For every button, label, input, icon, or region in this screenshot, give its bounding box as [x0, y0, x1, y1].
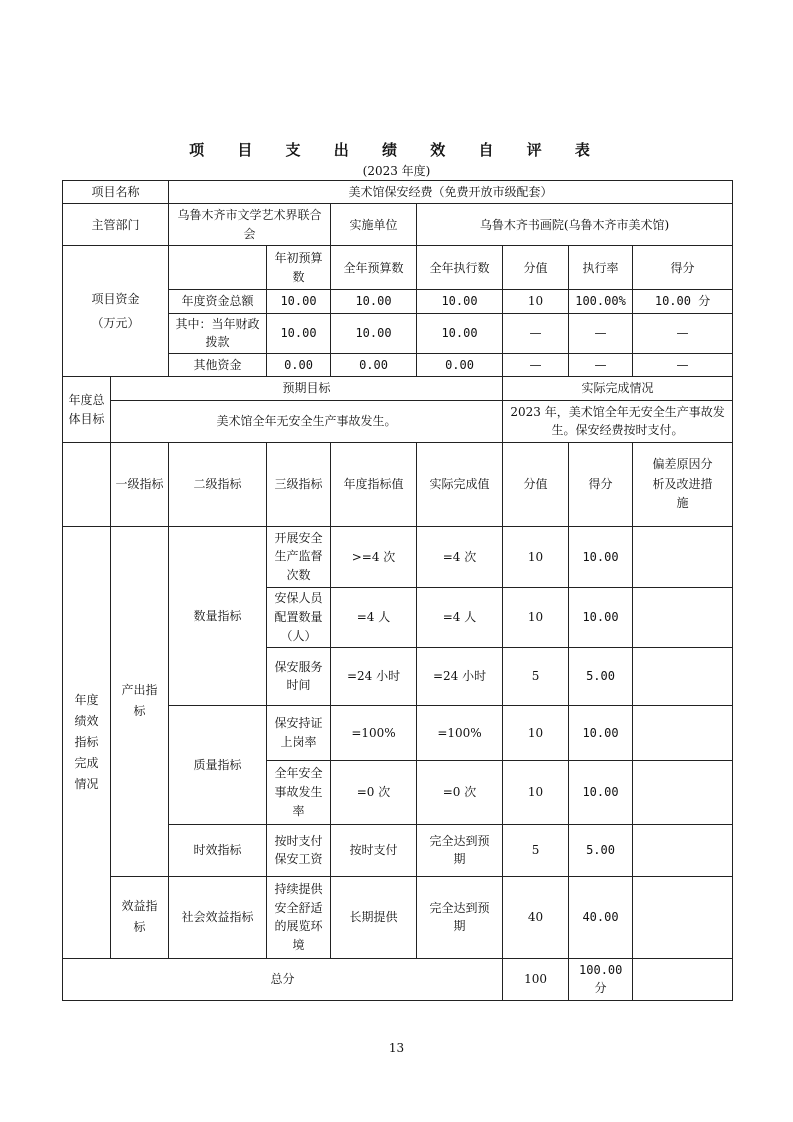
dept-label: 主管部门 — [63, 204, 169, 246]
indicator-name: 开展安全生产监督次数 — [267, 526, 331, 587]
department-row — [63, 204, 733, 246]
indicator-score: 10.00 — [569, 705, 633, 760]
indicator-row — [63, 876, 733, 958]
goal-actual-header: 实际完成情况 — [503, 377, 733, 400]
funds-row-name: 其他资金 — [169, 353, 267, 376]
indicator-actual: =4 人 — [417, 587, 503, 647]
unit-value: 乌鲁木齐书画院(乌鲁木齐市美术馆) — [417, 204, 733, 246]
output-indicator-label: 产出指标 — [111, 526, 169, 876]
funds-label — [63, 246, 169, 377]
funds-header-executed: 全年执行数 — [417, 246, 503, 290]
indicator-score: 10.00 — [569, 760, 633, 824]
indicator-target: =24 小时 — [331, 647, 417, 705]
indicator-actual: =24 小时 — [417, 647, 503, 705]
header-level1: 一级指标 — [111, 442, 169, 526]
funds-header-score: 得分 — [633, 246, 733, 290]
unit-label: 实施单位 — [331, 204, 417, 246]
indicator-name: 安保人员配置数量（人） — [267, 587, 331, 647]
goal-actual: 2023 年，美术馆全年无安全生产事故发生。保安经费按时支付。 — [503, 400, 733, 442]
goal-label: 年度总体目标 — [63, 377, 111, 442]
funds-row-weight: — — [503, 353, 569, 376]
page-title: 项 目 支 出 绩 效 自 评 表 — [189, 141, 604, 159]
funds-row-name: 其中：当年财政拨款 — [169, 313, 267, 353]
project-name-row — [63, 181, 733, 204]
indicator-actual: =0 次 — [417, 760, 503, 824]
quality-indicator-label: 质量指标 — [169, 705, 267, 824]
indicator-deviation — [633, 876, 733, 958]
goal-content-row — [63, 400, 733, 442]
indicator-header-blank — [63, 442, 111, 526]
timeliness-indicator-label: 时效指标 — [169, 824, 267, 876]
indicator-weight: 5 — [503, 647, 569, 705]
funds-row-executed: 10.00 — [417, 290, 503, 313]
indicator-weight: 5 — [503, 824, 569, 876]
indicator-header-row — [63, 442, 733, 526]
funds-row-annual: 10.00 — [331, 290, 417, 313]
indicator-name: 按时支付保安工资 — [267, 824, 331, 876]
indicator-target: =100% — [331, 705, 417, 760]
indicators-section-label: 年度绩效指标完成情况 — [63, 526, 111, 958]
total-deviation — [633, 958, 733, 1000]
indicator-actual: =100% — [417, 705, 503, 760]
funds-row-rate: — — [569, 313, 633, 353]
indicator-deviation — [633, 824, 733, 876]
funds-label-text: 项目资金 （万元） — [91, 292, 140, 331]
indicator-target: >=4 次 — [331, 526, 417, 587]
funds-row-score: — — [633, 353, 733, 376]
indicator-weight: 10 — [503, 587, 569, 647]
indicator-weight: 40 — [503, 876, 569, 958]
indicator-deviation — [633, 647, 733, 705]
total-weight: 100 — [503, 958, 569, 1000]
funds-row-executed: 10.00 — [417, 313, 503, 353]
project-name-value: 美术馆保安经费（免费开放市级配套） — [169, 181, 733, 204]
year-note: (2023 年度) — [362, 164, 431, 178]
indicator-name: 保安服务时间 — [267, 647, 331, 705]
indicator-target: 长期提供 — [331, 876, 417, 958]
funds-header-annual: 全年预算数 — [331, 246, 417, 290]
indicator-weight: 10 — [503, 705, 569, 760]
indicator-deviation — [633, 760, 733, 824]
funds-row-rate: 100.00% — [569, 290, 633, 313]
indicator-target: 按时支付 — [331, 824, 417, 876]
benefit-indicator-label: 效益指标 — [111, 876, 169, 958]
funds-header-blank — [169, 246, 267, 290]
indicator-name: 全年安全事故发生率 — [267, 760, 331, 824]
header-score: 得分 — [569, 442, 633, 526]
funds-row-annual: 0.00 — [331, 353, 417, 376]
header-level3: 三级指标 — [267, 442, 331, 526]
funds-header-weight: 分值 — [503, 246, 569, 290]
indicator-score: 5.00 — [569, 647, 633, 705]
header-actual: 实际完成值 — [417, 442, 503, 526]
funds-header-rate: 执行率 — [569, 246, 633, 290]
header-level2: 二级指标 — [169, 442, 267, 526]
goal-expected-header: 预期目标 — [111, 377, 503, 400]
indicator-score: 5.00 — [569, 824, 633, 876]
indicator-actual: 完全达到预期 — [417, 876, 503, 958]
total-label: 总分 — [63, 958, 503, 1000]
indicator-weight: 10 — [503, 760, 569, 824]
funds-header-row — [63, 246, 733, 290]
indicator-deviation — [633, 526, 733, 587]
indicator-actual: 完全达到预期 — [417, 824, 503, 876]
quantity-indicator-label: 数量指标 — [169, 526, 267, 705]
indicator-row — [63, 526, 733, 587]
header-deviation: 偏差原因分析及改进措施 — [633, 442, 733, 526]
goal-header-row — [63, 377, 733, 400]
indicator-weight: 10 — [503, 526, 569, 587]
funds-row-annual: 10.00 — [331, 313, 417, 353]
total-row — [63, 958, 733, 1000]
indicator-name: 保安持证上岗率 — [267, 705, 331, 760]
funds-row-rate: — — [569, 353, 633, 376]
indicator-target: =0 次 — [331, 760, 417, 824]
indicator-actual: =4 次 — [417, 526, 503, 587]
header-weight: 分值 — [503, 442, 569, 526]
funds-row-name: 年度资金总额 — [169, 290, 267, 313]
performance-table — [62, 180, 733, 1001]
indicator-name: 持续提供安全舒适的展览环境 — [267, 876, 331, 958]
indicator-score: 40.00 — [569, 876, 633, 958]
funds-row-weight: — — [503, 313, 569, 353]
funds-row-weight: 10 — [503, 290, 569, 313]
social-indicator-label: 社会效益指标 — [169, 876, 267, 958]
funds-row-executed: 0.00 — [417, 353, 503, 376]
funds-row-initial: 10.00 — [267, 290, 331, 313]
indicator-deviation — [633, 705, 733, 760]
funds-row-score: 10.00 分 — [633, 290, 733, 313]
funds-row-initial: 0.00 — [267, 353, 331, 376]
total-score: 100.00 分 — [569, 958, 633, 1000]
goal-expected: 美术馆全年无安全生产事故发生。 — [111, 400, 503, 442]
funds-row-initial: 10.00 — [267, 313, 331, 353]
indicator-target: =4 人 — [331, 587, 417, 647]
dept-value: 乌鲁木齐市文学艺术界联合会 — [169, 204, 331, 246]
funds-header-initial: 年初预算数 — [267, 246, 331, 290]
indicator-score: 10.00 — [569, 526, 633, 587]
page-number: 13 — [388, 1041, 405, 1055]
indicator-deviation — [633, 587, 733, 647]
funds-row-score: — — [633, 313, 733, 353]
project-name-label: 项目名称 — [63, 181, 169, 204]
indicator-score: 10.00 — [569, 587, 633, 647]
header-target: 年度指标值 — [331, 442, 417, 526]
